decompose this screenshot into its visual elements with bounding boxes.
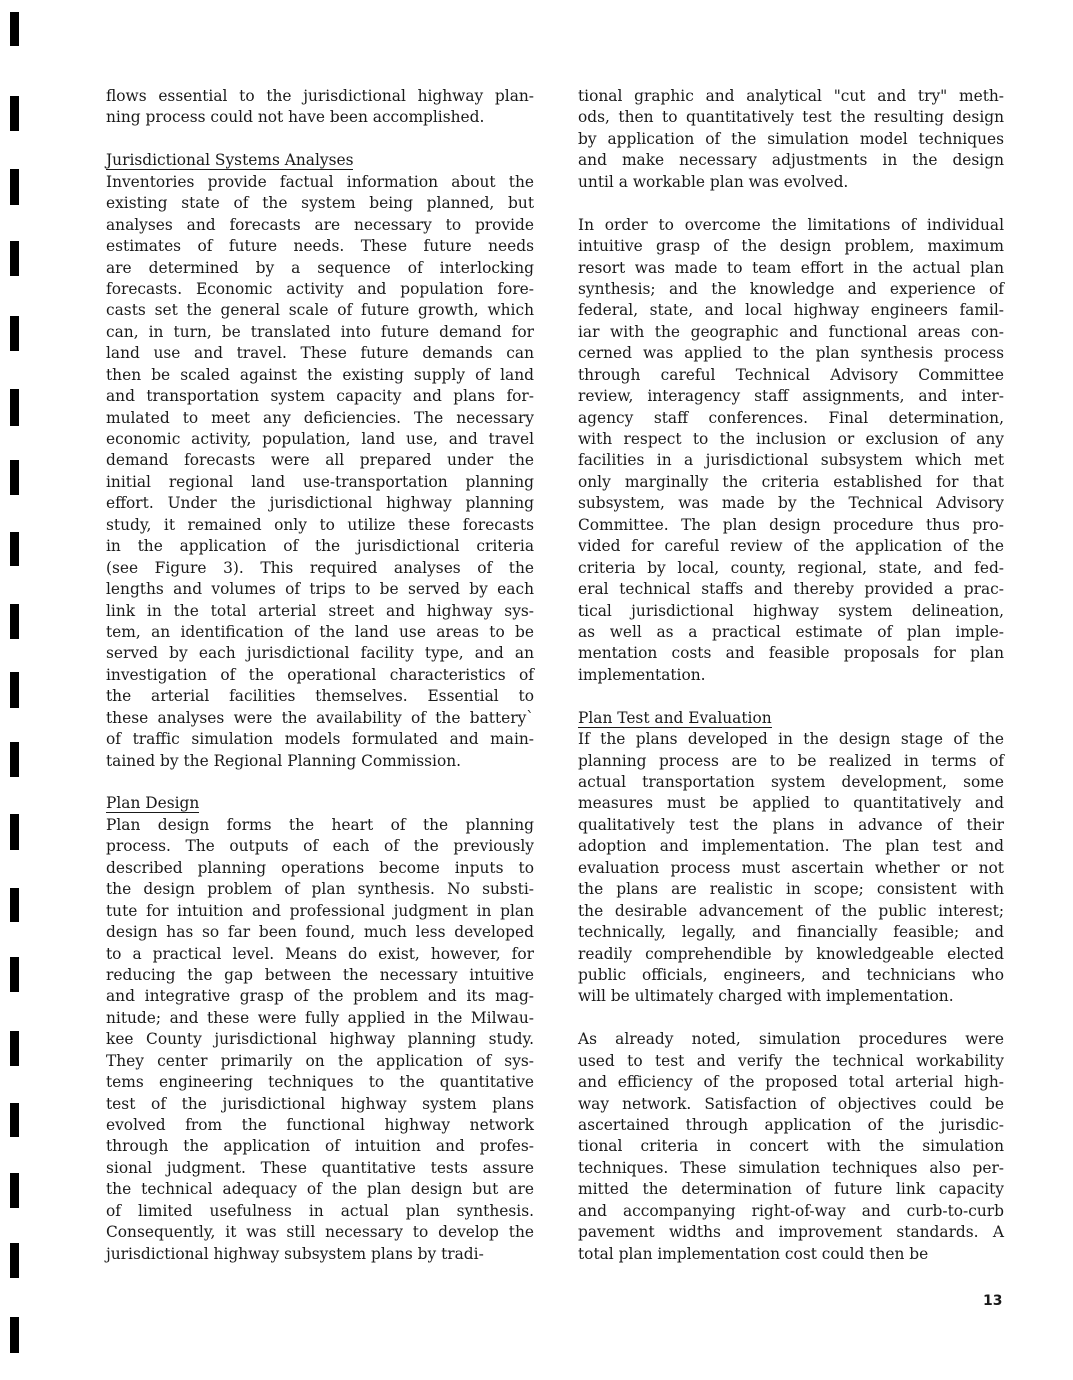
text-line: the technical adequacy of the plan design but are <box>106 1180 534 1199</box>
text-line: reducing the gap between the necessary intuitive <box>106 965 534 984</box>
text-line: used to test and verify the technical workability <box>578 1051 1004 1070</box>
text-line: actual transportation system development, some <box>578 773 1004 791</box>
text-line: the arterial facilities themselves. Essential to <box>106 687 534 706</box>
text-line: the desirable advancement of the public interest; <box>578 901 1004 920</box>
text-line: total plan implementation cost could then be <box>578 1244 929 1263</box>
text-line: tems engineering techniques to the quantitative <box>106 1073 534 1092</box>
text-line: If the plans developed in the design stage of the <box>578 730 1004 749</box>
text-line: nitude; and these were fully applied in the Milwau- <box>106 1008 534 1027</box>
text-line: measures must be applied to quantitatively and <box>578 794 1004 813</box>
paragraph <box>106 150 534 772</box>
text-line: investigation of the operational characteristics of <box>106 665 534 684</box>
text-line: then be scaled against the existing supply of land <box>106 365 534 384</box>
text-line: and make necessary adjustments in the design <box>578 151 1004 170</box>
left-column <box>106 86 534 1265</box>
paragraph-gap <box>578 193 1004 214</box>
paragraph <box>106 793 534 1265</box>
paragraph-gap <box>578 686 1004 707</box>
paragraph-gap <box>106 129 534 150</box>
text-line: estimates of future needs. These future needs <box>106 237 534 256</box>
text-line: can, in turn, be translated into future demand for <box>106 322 534 341</box>
text-line: are determined by a sequence of interlocking <box>106 258 534 277</box>
text-line: and efficiency of the proposed total arterial high- <box>578 1073 1004 1092</box>
text-line: vided for careful review of the application of the <box>578 537 1004 556</box>
text-line: In order to overcome the limitations of individual <box>578 215 1004 234</box>
text-line: land use and travel. These future demands can <box>106 344 534 363</box>
text-line: Plan design forms the heart of the planning <box>106 815 534 834</box>
binding-holes <box>10 0 30 1380</box>
text-line: implementation. <box>578 665 706 684</box>
text-line: review, interagency staff assignments, and inter- <box>578 387 1004 406</box>
text-line: in the application of the jurisdictional criteria <box>106 537 534 556</box>
text-line: initial regional land use-transportation planning <box>106 472 534 491</box>
section-heading <box>106 793 534 814</box>
text-line: adoption and implementation. The plan test and <box>578 837 1004 856</box>
text-line: mulated to meet any deficiencies. The necessary <box>106 408 534 427</box>
text-line: will be ultimately charged with implementation. <box>578 987 954 1006</box>
text-line: described planning operations become inputs to <box>106 858 534 877</box>
text-line: process. The outputs of each of the previously <box>106 837 534 856</box>
text-line: effort. Under the jurisdictional highway planning <box>106 494 534 513</box>
text-line: the plans are realistic in scope; consistent with <box>578 880 1004 899</box>
text-line: agency staff conferences. Final determination, <box>578 408 1004 427</box>
paragraph <box>578 708 1004 1008</box>
text-line: only marginally the criteria established for that <box>578 472 1004 491</box>
section-heading-text: Plan Test and Evaluation <box>578 708 772 727</box>
text-line: way network. Satisfaction of objectives could be <box>578 1094 1004 1113</box>
text-line: forecasts. Economic activity and population fore- <box>106 279 534 298</box>
text-line: by application of the simulation model techniques <box>578 129 1004 148</box>
text-line: design has so far been found, much less developed <box>106 923 534 942</box>
text-line: ning process could not have been accomplished. <box>106 108 485 127</box>
text-line: sional judgment. These quantitative tests assure <box>106 1158 534 1177</box>
text-line: analyses and forecasts are necessary to provide <box>106 215 534 234</box>
text-line: synthesis; and the knowledge and experience of <box>578 279 1004 298</box>
text-line: (see Figure 3). This required analyses of the <box>106 558 534 577</box>
text-line: link in the total arterial street and highway sys- <box>106 601 534 620</box>
text-line: ods, then to quantitatively test the resulting design <box>578 108 1004 127</box>
text-line: intuitive grasp of the design problem, maximum <box>578 237 1004 256</box>
text-line: casts set the general scale of future growth, which <box>106 301 534 320</box>
text-line: criteria by local, county, regional, state, and fed- <box>578 558 1004 577</box>
text-line: subsystem, was made by the Technical Advisory <box>578 494 1004 513</box>
text-line: to a practical level. Means do exist, however, for <box>106 944 534 963</box>
text-line: pavement widths and improvement standards. A <box>578 1223 1004 1242</box>
text-line: tical jurisdictional highway system delineation, <box>578 601 1004 620</box>
paragraph-gap <box>578 1008 1004 1029</box>
text-line: and transportation system capacity and plans for- <box>106 387 534 406</box>
text-line: of traffic simulation models formulated and main- <box>106 730 534 749</box>
text-line: qualitatively test the plans in advance of their <box>578 815 1004 834</box>
text-line: resort was made to team effort in the actual plan <box>578 258 1004 277</box>
paragraph-gap <box>106 772 534 793</box>
text-line: lengths and volumes of trips to be served by each <box>106 580 534 599</box>
text-line: facilities in a jurisdictional subsystem which met <box>578 451 1004 470</box>
text-line: As already noted, simulation procedures were <box>578 1030 1004 1049</box>
text-line: tional criteria in concert with the simulation <box>578 1137 1004 1156</box>
text-line: planning process are to be realized in terms of <box>578 751 1004 770</box>
text-line: ascertained through application of the jurisdic- <box>578 1116 1004 1134</box>
text-line: test of the jurisdictional highway system plans <box>106 1094 534 1113</box>
text-line: tained by the Regional Planning Commission. <box>106 751 462 770</box>
text-line: mentation costs and feasible proposals for plan <box>578 644 1004 663</box>
text-line: these analyses were the availability of the battery` <box>106 708 534 727</box>
text-line: mitted the determination of future link capacity <box>578 1180 1004 1199</box>
text-line: through careful Technical Advisory Committee <box>578 365 1004 384</box>
text-line: evolved from the functional highway network <box>106 1116 534 1134</box>
text-line: readily comprehendible by knowledgeable elected <box>578 944 1004 963</box>
text-line: and integrative grasp of the problem and its mag- <box>106 987 534 1006</box>
text-line: iar with the geographic and functional areas con- <box>578 322 1004 341</box>
text-line: served by each jurisdictional facility type, and an <box>106 644 534 663</box>
right-column <box>578 86 1004 1265</box>
text-line: until a workable plan was evolved. <box>578 172 849 191</box>
text-line: demand forecasts were all prepared under the <box>106 451 534 470</box>
text-line: the design problem of plan synthesis. No substi- <box>106 880 534 899</box>
paragraph <box>578 86 1004 193</box>
text-line: tute for intuition and professional judgment in plan <box>106 901 534 920</box>
paragraph <box>578 215 1004 687</box>
text-line: tional graphic and analytical "cut and try" meth- <box>578 87 1004 105</box>
text-line: and accompanying right-of-way and curb-to-curb <box>578 1201 1004 1220</box>
text-line: kee County jurisdictional highway planning study. <box>106 1030 534 1049</box>
text-line: cerned was applied to the plan synthesis process <box>578 344 1004 363</box>
text-line: flows essential to the jurisdictional highway plan- <box>106 87 534 105</box>
text-line: Consequently, it was still necessary to develop the <box>106 1223 534 1242</box>
text-line: Inventories provide factual information about the <box>106 172 534 191</box>
text-line: with respect to the inclusion or exclusion of any <box>578 430 1004 448</box>
text-line: techniques. These simulation techniques also per- <box>578 1158 1004 1177</box>
text-line: They center primarily on the application of sys- <box>106 1051 534 1070</box>
paragraph <box>578 1029 1004 1265</box>
text-line: economic activity, population, land use, and travel <box>106 430 534 448</box>
text-line: tem, an identification of the land use areas to be <box>106 622 534 641</box>
section-heading <box>578 708 1004 729</box>
text-line: through the application of intuition and profes- <box>106 1137 534 1156</box>
text-line: technically, legally, and financially feasible; and <box>578 923 1004 942</box>
text-line: existing state of the system being planned, but <box>106 194 534 213</box>
paragraph <box>106 86 534 129</box>
text-line: federal, state, and local highway engineers famil- <box>578 301 1004 320</box>
text-line: study, it remained only to utilize these forecasts <box>106 515 534 534</box>
text-line: Committee. The plan design procedure thus pro- <box>578 515 1004 534</box>
text-line: of limited usefulness in actual plan synthesis. <box>106 1201 534 1220</box>
text-line: evaluation process must ascertain whether or not <box>578 858 1004 877</box>
text-line: as well as a practical estimate of plan imple- <box>578 622 1004 641</box>
section-heading-text: Plan Design <box>106 794 200 813</box>
text-line: public officials, engineers, and technicians who <box>578 965 1004 984</box>
text-line: jurisdictional highway subsystem plans by tradi- <box>106 1244 484 1263</box>
section-heading-text: Jurisdictional Systems Analyses <box>106 151 354 170</box>
page-number: 13 <box>983 1293 1003 1309</box>
text-line: eral technical staffs and thereby provided a prac- <box>578 580 1004 599</box>
section-heading <box>106 150 534 171</box>
